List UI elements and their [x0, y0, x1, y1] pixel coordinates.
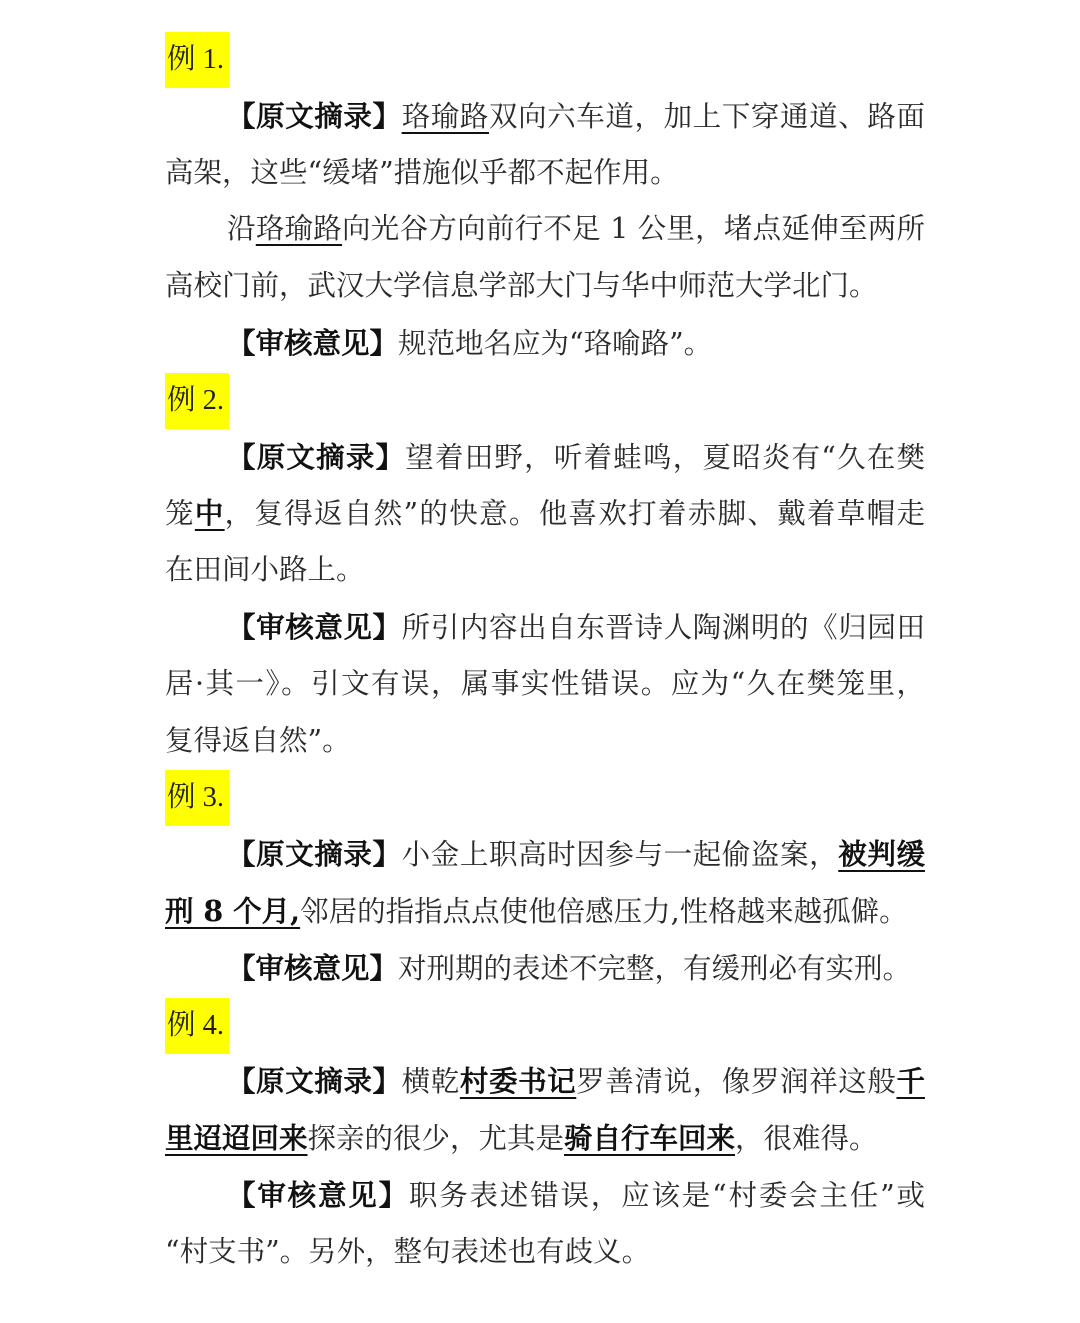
example-label: 例 3.: [165, 770, 229, 826]
text-line: [165, 145, 925, 202]
text-segment: 双向六车道，加上下穿通道、路面: [488, 99, 925, 133]
text-line: [165, 429, 925, 486]
text-line: [165, 315, 925, 372]
text-segment: 复得返自然”。: [165, 723, 351, 757]
underlined-text: 里迢迢回来: [165, 1121, 308, 1156]
example-heading: [165, 769, 925, 826]
text-segment: “村支书”。另外，整句表述也有歧义。: [165, 1234, 651, 1268]
text-segment: 规范地名应为“珞喻路”。: [398, 326, 713, 360]
review-tag: 【审核意见】: [227, 325, 399, 360]
text-segment: 望着田野，听着蛙鸣，夏昭炎有“久在樊: [405, 440, 925, 474]
excerpt-tag: 【原文摘录】: [227, 1064, 402, 1099]
text-line: [165, 201, 925, 258]
text-line: [165, 542, 925, 599]
text-line: [165, 1167, 925, 1224]
text-line: [165, 1110, 925, 1167]
review-tag: 【审核意见】: [227, 609, 402, 644]
text-segment: 小金上职高时因参与一起偷盗案，: [401, 838, 839, 872]
underlined-text: 刑 8 个月,: [165, 893, 301, 928]
text-line: [165, 485, 925, 542]
example-label: 例 4.: [165, 998, 229, 1054]
text-segment: 探亲的很少，尤其是: [307, 1122, 565, 1156]
text-line: [165, 656, 925, 713]
text-segment: 向光谷方向前行不足 1 公里，堵点延伸至两所: [342, 212, 925, 246]
underlined-text: 骑自行车回来: [564, 1121, 736, 1156]
text-line: [165, 826, 925, 883]
text-segment: 高校门前，武汉大学信息学部大门与华中师范大学北门。: [165, 269, 878, 303]
underlined-text: 村委书记: [459, 1064, 577, 1099]
example-heading: [165, 372, 925, 429]
text-segment: 罗善清说，像罗润祥这般: [576, 1065, 897, 1099]
example-heading: [165, 31, 925, 88]
text-segment: 高架，这些“缓堵”措施似乎都不起作用。: [165, 155, 679, 189]
example-heading: [165, 997, 925, 1054]
text-segment: 居·其一》。引文有误，属事实性错误。应为“久在樊笼里，: [165, 666, 925, 700]
text-segment: 在田间小路上。: [165, 553, 365, 587]
text-line: [165, 599, 925, 656]
example-label: 例 2.: [165, 373, 229, 429]
text-line: [165, 713, 925, 770]
text-line: [165, 258, 925, 315]
text-segment: ，很难得。: [735, 1122, 878, 1156]
text-line: [165, 883, 925, 940]
excerpt-tag: 【原文摘录】: [227, 837, 402, 872]
text-segment: 所引内容出自东晋诗人陶渊明的《归园田: [401, 610, 925, 644]
text-line: [165, 1053, 925, 1110]
underlined-text: 千: [896, 1064, 925, 1099]
excerpt-tag: 【原文摘录】: [227, 98, 402, 133]
text-segment: 对刑期的表述不完整，有缓刑必有实刑。: [398, 951, 912, 985]
text-segment: 职务表述错误，应该是“村委会主任”或: [408, 1178, 925, 1212]
underlined-text: 珞瑜路: [401, 99, 489, 133]
text-segment: 笼: [165, 497, 195, 531]
text-line: [165, 940, 925, 997]
text-segment: 沿: [227, 212, 256, 246]
underlined-text: 珞瑜路: [255, 212, 343, 246]
document-page: [165, 31, 925, 1281]
example-label: 例 1.: [165, 32, 229, 88]
text-segment: 邻居的指指点点使他倍感压力,性格越来越孤僻。: [300, 894, 908, 928]
text-segment: 横乾: [401, 1065, 460, 1099]
review-tag: 【审核意见】: [227, 1177, 409, 1212]
underlined-text: 中: [194, 496, 225, 531]
underlined-text: 被判缓: [838, 837, 925, 872]
text-segment: ，复得返自然”的快意。他喜欢打着赤脚、戴着草帽走: [224, 497, 925, 531]
text-line: [165, 1224, 925, 1281]
text-line: [165, 88, 925, 145]
review-tag: 【审核意见】: [227, 950, 399, 985]
excerpt-tag: 【原文摘录】: [227, 439, 406, 474]
